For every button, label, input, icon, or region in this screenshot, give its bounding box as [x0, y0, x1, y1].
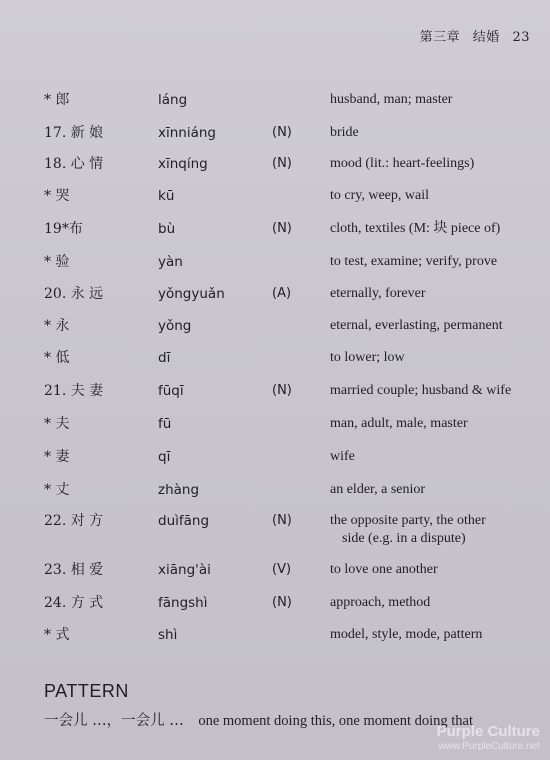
- entry-pinyin: xīnniáng: [158, 125, 217, 141]
- entry-pinyin: qī: [158, 449, 171, 465]
- entry-definition: eternally, forever: [330, 286, 426, 301]
- page-number: 23: [512, 30, 530, 45]
- entry-definition-line1: the opposite party, the other: [330, 513, 486, 528]
- entry-number-hanzi: * 郎: [44, 92, 70, 108]
- entry-definition: approach, method: [330, 595, 431, 610]
- chapter-title: 结婚: [472, 30, 500, 45]
- entry-pinyin: fū: [158, 416, 172, 432]
- vocab-row: [0, 317, 550, 341]
- entry-definition: to cry, weep, wail: [330, 188, 429, 203]
- entry-pinyin: fūqī: [158, 383, 184, 399]
- entry-definition: [330, 512, 535, 548]
- vocab-row: [0, 187, 550, 211]
- entry-pinyin: shì: [158, 627, 178, 643]
- entry-definition: model, style, mode, pattern: [330, 627, 483, 642]
- entry-definition: eternal, everlasting, permanent: [330, 318, 503, 333]
- vocab-row: [0, 382, 550, 406]
- entry-definition: bride: [330, 125, 359, 140]
- entry-part-of-speech: (N): [272, 125, 292, 140]
- pattern-english: one moment doing this, one moment doing that: [198, 713, 473, 729]
- entry-pinyin: duìfāng: [158, 513, 210, 529]
- entry-definition: to test, examine; verify, prove: [330, 254, 498, 269]
- chapter-label: 第三章: [419, 30, 461, 45]
- entry-number-hanzi: 24. 方 式: [44, 595, 104, 611]
- entry-number-hanzi: * 哭: [44, 188, 70, 204]
- entry-pinyin: bù: [158, 221, 176, 237]
- entry-pinyin: yǒngyuǎn: [158, 286, 225, 302]
- entry-pinyin: fāngshì: [158, 595, 208, 611]
- entry-definition: to love one another: [330, 562, 438, 577]
- entry-pinyin: zhàng: [158, 482, 200, 498]
- entry-number-hanzi: * 丈: [44, 482, 70, 498]
- pattern-heading: PATTERN: [44, 681, 129, 701]
- entry-definition: wife: [330, 449, 355, 464]
- entry-number-hanzi: 17. 新 娘: [44, 125, 104, 141]
- entry-pinyin: xīnqíng: [158, 156, 208, 172]
- entry-number-hanzi: 18. 心 情: [44, 156, 104, 172]
- entry-definition: cloth, textiles (M: 块 piece of): [330, 221, 501, 236]
- entry-number-hanzi: * 式: [44, 627, 70, 643]
- entry-definition: man, adult, male, master: [330, 416, 468, 431]
- entry-part-of-speech: (N): [272, 595, 292, 610]
- entry-part-of-speech: (N): [272, 513, 292, 528]
- vocab-row: [0, 481, 550, 505]
- pattern-chinese: 一会儿 …，一会儿 …: [44, 713, 184, 729]
- vocab-row: [0, 124, 550, 148]
- entry-definition: husband, man; master: [330, 92, 453, 107]
- watermark-brand: Purple Culture: [436, 723, 540, 740]
- entry-part-of-speech: (V): [272, 562, 292, 577]
- entry-number-hanzi: 20. 永 远: [44, 286, 104, 302]
- entry-definition: married couple; husband & wife: [330, 383, 512, 398]
- watermark: [437, 723, 540, 752]
- entry-number-hanzi: * 验: [44, 254, 70, 270]
- vocab-row: [0, 349, 550, 373]
- entry-definition: to lower; low: [330, 350, 405, 365]
- vocab-row: [0, 285, 550, 309]
- vocab-row: [0, 91, 550, 115]
- pattern-example: [44, 709, 473, 730]
- entry-part-of-speech: (A): [272, 286, 292, 301]
- vocab-row: [0, 626, 550, 650]
- vocab-row: [0, 220, 550, 244]
- entry-definition: an elder, a senior: [330, 482, 426, 497]
- entry-pinyin: dī: [158, 350, 171, 366]
- watermark-url: www.PurpleCulture.net: [438, 741, 540, 752]
- entry-part-of-speech: (N): [272, 221, 292, 236]
- vocab-row: [0, 594, 550, 618]
- entry-number-hanzi: 21. 夫 妻: [44, 383, 104, 399]
- entry-pinyin: yǒng: [158, 318, 192, 334]
- entry-part-of-speech: (N): [272, 156, 292, 171]
- vocab-row: [0, 512, 550, 552]
- entry-number-hanzi: * 夫: [44, 416, 70, 432]
- vocab-row: [0, 155, 550, 179]
- page-header: [412, 26, 530, 45]
- entry-pinyin: láng: [158, 92, 188, 108]
- entry-number-hanzi: 19*布: [44, 221, 83, 237]
- entry-number-hanzi: 22. 对 方: [44, 513, 104, 529]
- entry-pinyin: yàn: [158, 254, 183, 270]
- entry-part-of-speech: (N): [272, 383, 292, 398]
- entry-number-hanzi: 23. 相 爱: [44, 562, 104, 578]
- entry-definition: mood (lit.: heart-feelings): [330, 156, 475, 171]
- entry-number-hanzi: * 永: [44, 318, 70, 334]
- vocab-row: [0, 561, 550, 585]
- entry-definition-line2: side (e.g. in a dispute): [342, 531, 466, 546]
- vocab-row: [0, 415, 550, 439]
- entry-pinyin: xiāng'ài: [158, 562, 211, 578]
- vocab-row: [0, 448, 550, 472]
- entry-number-hanzi: * 低: [44, 350, 70, 366]
- vocab-row: [0, 253, 550, 277]
- entry-pinyin: kū: [158, 188, 175, 204]
- entry-number-hanzi: * 妻: [44, 449, 70, 465]
